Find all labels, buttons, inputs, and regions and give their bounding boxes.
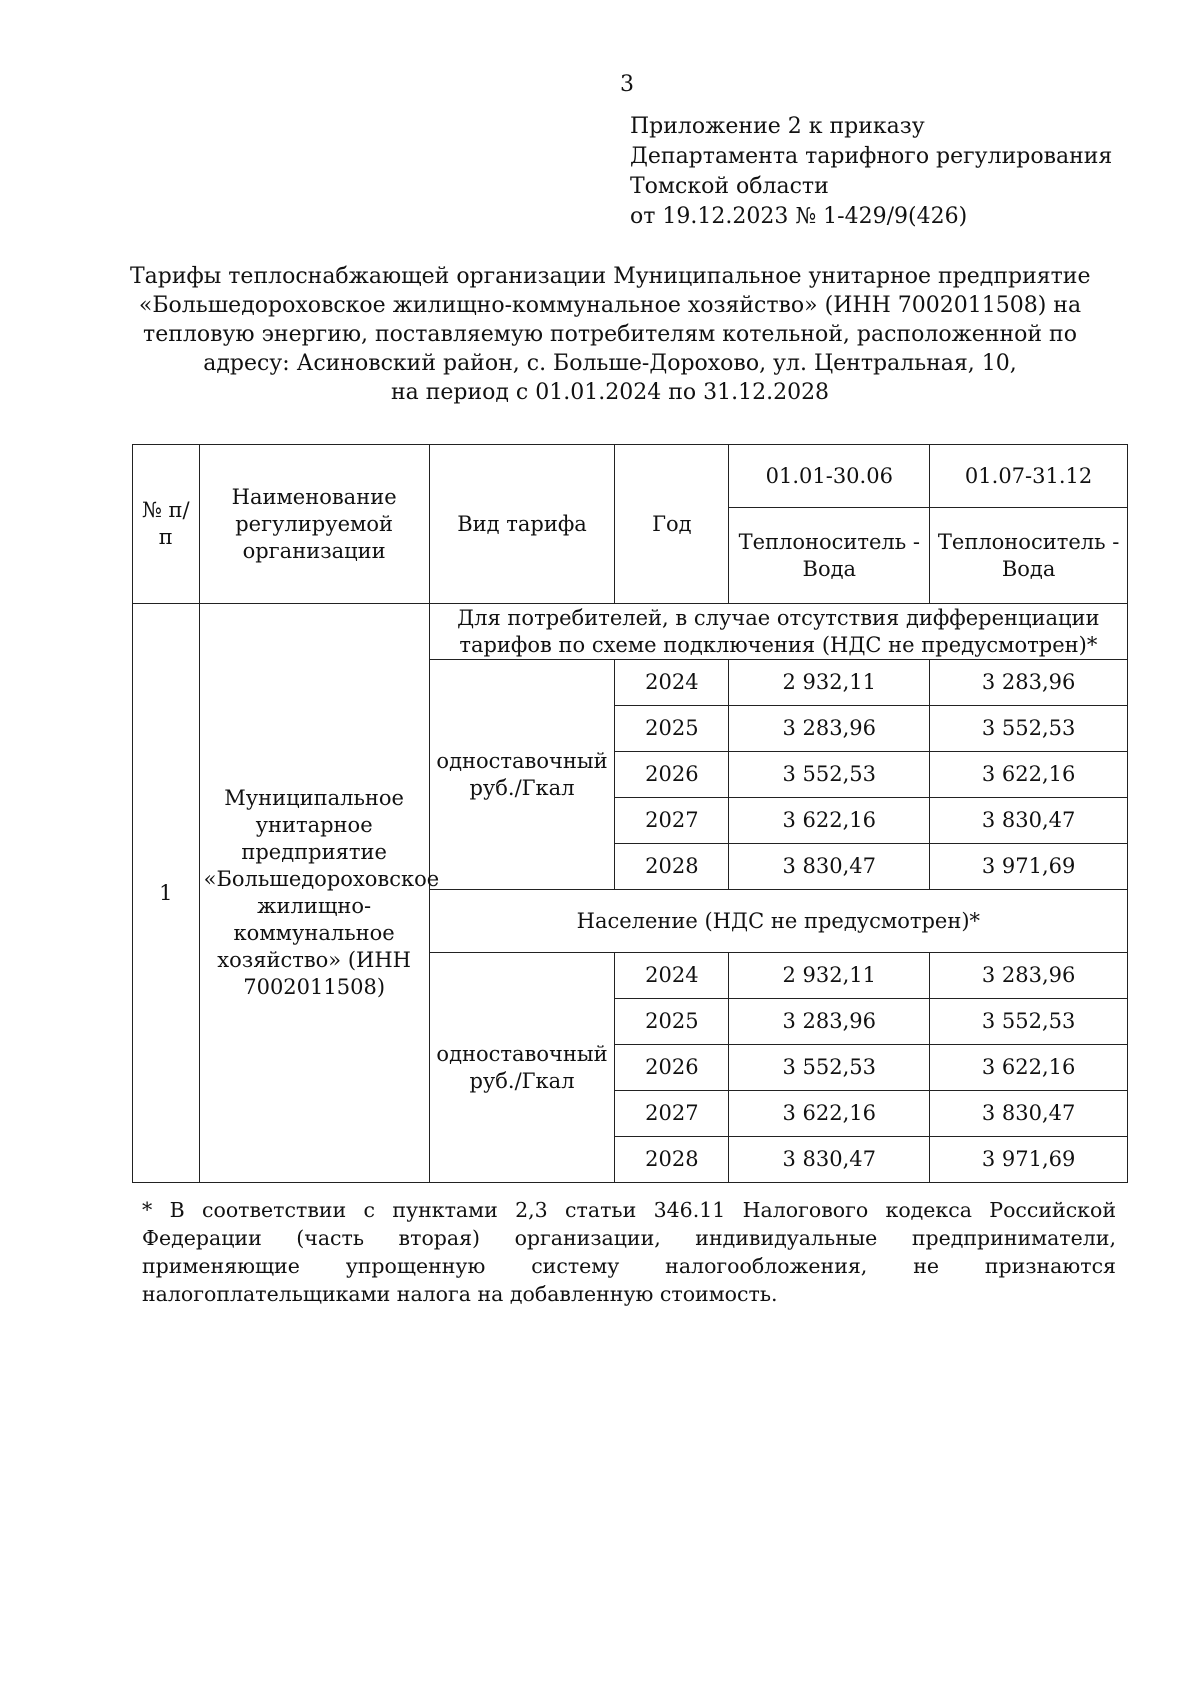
value-cell: 3 552,53: [729, 752, 930, 798]
document-title: [130, 262, 1090, 407]
value-cell: 3 830,47: [930, 798, 1128, 844]
header-carrier-1: Теплоноситель - Вода: [729, 508, 930, 604]
annex-block: [630, 112, 1112, 232]
section-row: [133, 604, 1128, 660]
annex-line: Томской области: [630, 174, 829, 199]
year-cell: 2024: [615, 953, 729, 999]
header-carrier-2: Теплоноситель - Вода: [930, 508, 1128, 604]
value-cell: 3 283,96: [729, 706, 930, 752]
page-number: 3: [620, 72, 634, 97]
value-cell: 3 830,47: [729, 1137, 930, 1183]
value-cell: 3 552,53: [930, 706, 1128, 752]
tariff-type-cell: одноставочный руб./Гкал: [429, 953, 615, 1183]
value-cell: 3 622,16: [729, 1091, 930, 1137]
year-cell: 2027: [615, 1091, 729, 1137]
section-title: Население (НДС не предусмотрен)*: [429, 890, 1127, 953]
annex-line: Приложение 2 к приказу: [630, 114, 925, 139]
value-cell: 3 622,16: [729, 798, 930, 844]
header-year: Год: [615, 445, 729, 604]
header-period-2: 01.07-31.12: [930, 445, 1128, 508]
value-cell: 3 830,47: [930, 1091, 1128, 1137]
value-cell: 3 283,96: [930, 660, 1128, 706]
value-cell: 3 971,69: [930, 1137, 1128, 1183]
header-tariff-type: Вид тарифа: [429, 445, 615, 604]
title-line: на период с 01.01.2024 по 31.12.2028: [390, 380, 830, 405]
value-cell: 3 552,53: [930, 999, 1128, 1045]
footnote: * В соответствии с пунктами 2,3 статьи 346.11 Налогового кодекса Российской Федерации (часть вторая) организации, индивидуальные предприниматели, применяющие упрощенную систему налогообложения, не признаются налогоплательщиками налога на добавленную стоимость.: [142, 1198, 1116, 1306]
value-cell: 3 283,96: [930, 953, 1128, 999]
value-cell: 3 622,16: [930, 752, 1128, 798]
year-cell: 2026: [615, 752, 729, 798]
year-cell: 2028: [615, 844, 729, 890]
title-line: адресу: Асиновский район, с. Больше-Дорохово, ул. Центральная, 10,: [203, 351, 1017, 376]
year-cell: 2026: [615, 1045, 729, 1091]
title-line: тепловую энергию, поставляемую потребителям котельной, расположенной по: [143, 322, 1077, 347]
year-cell: 2028: [615, 1137, 729, 1183]
year-cell: 2027: [615, 798, 729, 844]
title-line: Тарифы теплоснабжающей организации Муниципальное унитарное предприятие: [130, 264, 1091, 289]
header-org: Наименование регулируемой организации: [199, 445, 429, 604]
tariff-table: [132, 444, 1128, 1183]
header-num: № п/п: [133, 445, 200, 604]
title-line: «Большедороховское жилищно-коммунальное хозяйство» (ИНН 7002011508) на: [138, 293, 1082, 318]
value-cell: 3 830,47: [729, 844, 930, 890]
header-period-1: 01.01-30.06: [729, 445, 930, 508]
year-cell: 2025: [615, 706, 729, 752]
header-row: [133, 445, 1128, 508]
row-number: 1: [133, 604, 200, 1183]
year-cell: 2024: [615, 660, 729, 706]
section-title: Для потребителей, в случае отсутствия дифференциации тарифов по схеме подключения (НДС не предусмотрен)*: [429, 604, 1127, 660]
year-cell: 2025: [615, 999, 729, 1045]
value-cell: 3 283,96: [729, 999, 930, 1045]
organization-name: Муниципальное унитарное предприятие «Большедороховское жилищно-коммунальное хозяйство» (ИНН 7002011508): [199, 604, 429, 1183]
annex-line: от 19.12.2023 № 1-429/9(426): [630, 204, 968, 229]
value-cell: 2 932,11: [729, 660, 930, 706]
tariff-type-cell: одноставочный руб./Гкал: [429, 660, 615, 890]
annex-line: Департамента тарифного регулирования: [630, 144, 1113, 169]
value-cell: 3 971,69: [930, 844, 1128, 890]
value-cell: 2 932,11: [729, 953, 930, 999]
value-cell: 3 552,53: [729, 1045, 930, 1091]
value-cell: 3 622,16: [930, 1045, 1128, 1091]
